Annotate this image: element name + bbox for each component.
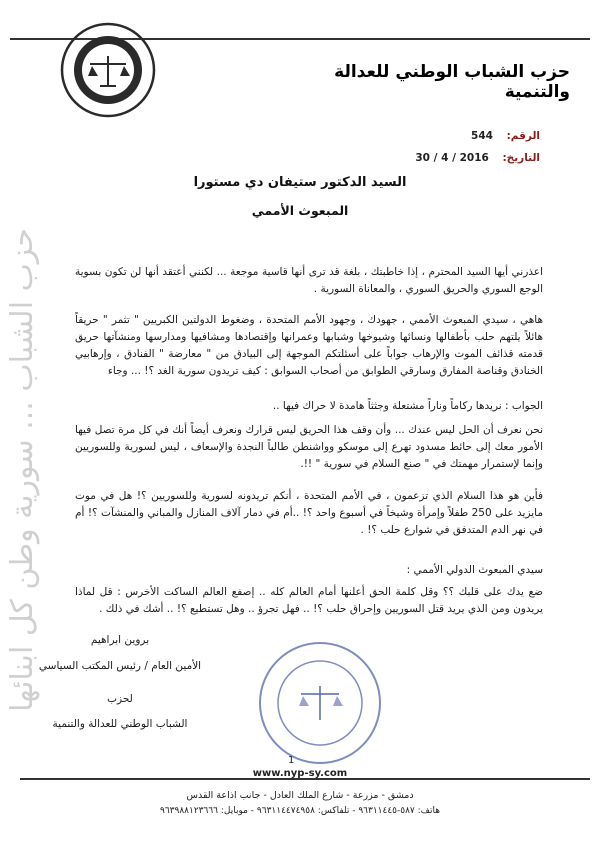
party-stamp-icon — [255, 638, 385, 768]
party-name-heading: حزب الشباب الوطني للعدالة والتنمية — [334, 62, 570, 102]
body-paragraph-3: الجواب : نريدها ركاماً وناراً مشتعلة وجثثاً هامدة لا حراك فيها .. — [272, 400, 543, 412]
signatory-position: الأمين العام / رئيس المكتب السياسي — [38, 660, 202, 672]
recipient-title: المبعوث الأممي — [251, 203, 349, 218]
reference-number — [471, 130, 540, 142]
party-logo-icon — [58, 20, 158, 120]
reference-number-value: 544 — [471, 130, 493, 142]
reference-date-label: التاريخ: — [502, 152, 540, 164]
body-paragraph-7: ضع يدك على قلبك ؟؟ وقل كلمة الحق أعلنها أمام العالم كله .. إصفع العالم الساكت الأخرس : قل لماذا يريدون ومن الذي يريد قتل السوريين وإحراق حلب ؟! .. فهل تجرؤ .. وهل تستطيع ؟! .. أشك في ذلك . — [75, 586, 543, 615]
body-paragraph-5: فأين هو هذا السلام الذي تزعمون ، في الأمم المتحدة ، أنكم تريدونه لسورية وللسوريين ؟! هل في موت مايزيد على 250 طفلاً وإمرأة وشيخاً في أسبوع واحد ؟! ..أم في دمار آلاف المنازل والمباني والمنشآت ؟! أم في نهر الدم المتدفق في شوارع حلب ؟! . — [75, 490, 543, 536]
body-paragraph-6: سيدي المبعوث الدولي الأممي : — [406, 564, 543, 576]
body-paragraph-2: هاهي ، سيدي المبعوث الأممي ، جهودك ، وجهود الأمم المتحدة ، وضغوط الدولتين الكبريين " تثمر " حريقاً هائلاً يلتهم حلب بأطفالها ونسائها وشيوخها وشبابها وعمرانها وإقتصادها ومشافيها ومدارسها ومنشآتها حريق قدمته قذائف الموت والإرهاب جواباً على أسئلتكم الموجهة إلى البيادق من " معارضة " الفنادق ، وإرهابيي الخنادق وقناصة المفارق وسارقي الطوابق من أصحاب السوابق : كيف تريدون سورية الغد ؟! ... وجاء — [75, 314, 543, 377]
body-paragraph-1: اعذرني أيها السيد المحترم ، إذا خاطبتك ، بلغة قد ترى أنها قاسية موجعة ... لكنني أعتقد أنها لن تكون بسوية الوجع السوري والحريق السوري ، والمعاناة السورية . — [75, 266, 543, 295]
body-paragraph-4: نحن نعرف أن الحل ليس عندك ... وأن وقف هذا الحريق ليس قرارك ونعرف أيضاً أنك في كل مرة تصل فيها الأمور معك إلى حائط مسدود تهرع إلى موسكو وواشنطن طالباً النجدة والإسعاف ، ليس لسورية وللسوريين وإنما لإستمرار مهمتك في " صنع السلام في سورية " !!. — [75, 424, 543, 470]
page-number: 1 — [288, 755, 295, 766]
reference-date — [415, 152, 540, 164]
signatory-for-label: لحزب — [107, 693, 133, 705]
footer-address: دمشق - مزرعة - شارع الملك العادل - جانب اذاعة القدس — [186, 790, 414, 801]
signatory-party: الشباب الوطني للعدالة والتنمية — [52, 718, 188, 730]
footer-website: www.nyp-sy.com — [252, 768, 348, 779]
recipient-name: السيد الدكتور ستيفان دي مستورا — [193, 175, 407, 190]
watermark-text — [2, 210, 62, 730]
footer-contact: هاتف: ٥٨٧-٩٦٣١١٤٤٥ - تلفاكس: ٩٦٣١١٤٤٧٤٩٥٨ - موبايل: ٩٦٣٩٨٨١٢٣٦٦٦ — [160, 806, 440, 816]
reference-date-value: 2016 / 4 / 30 — [415, 152, 489, 164]
footer-rule — [20, 778, 590, 780]
svg-text:حزب الشباب ... سورية وطن كل اب: حزب الشباب ... سورية وطن كل ابنائها — [5, 228, 40, 712]
signatory-name: بروين ابراهيم — [90, 634, 150, 646]
reference-number-label: الرقم: — [506, 130, 540, 142]
